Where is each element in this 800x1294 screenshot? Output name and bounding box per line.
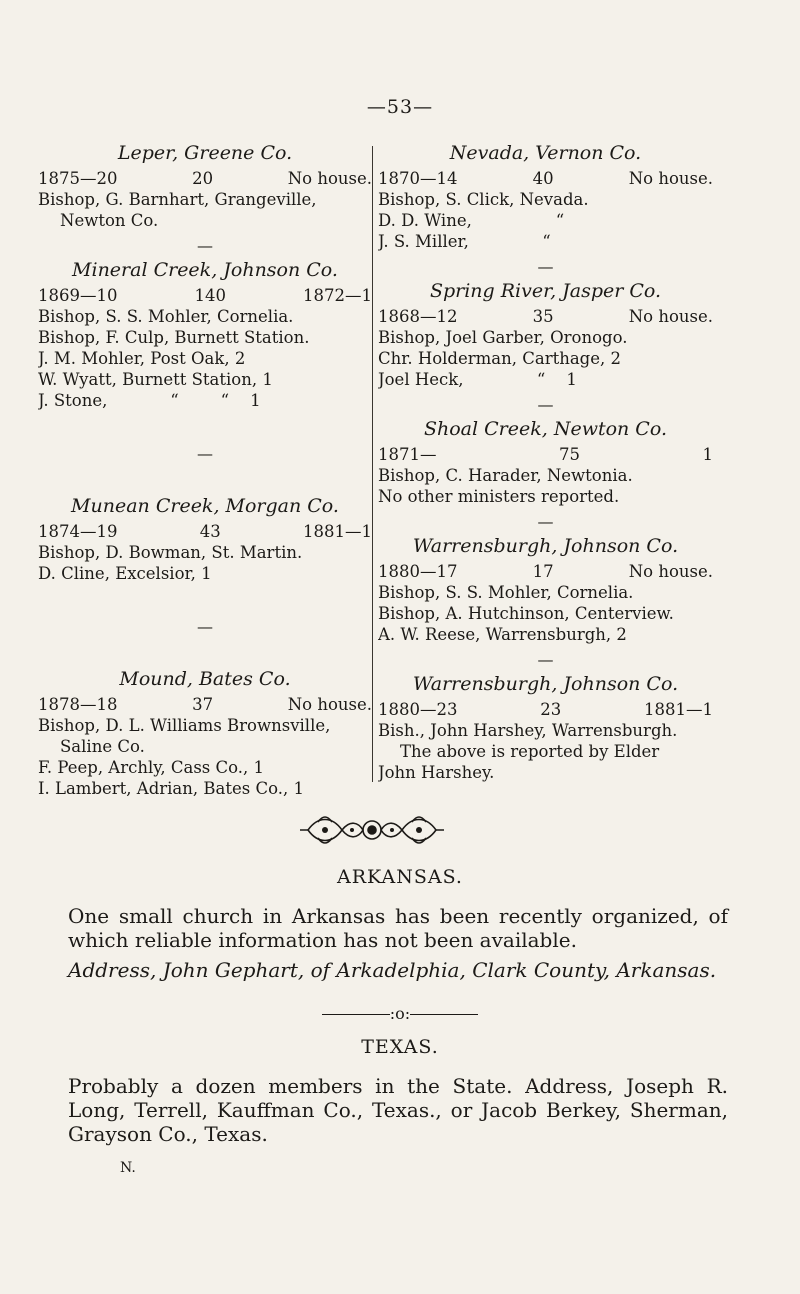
minister-line: Saline Co. [60,737,145,756]
minister-line: F. Peep, Archly, Cass Co., 1 [38,758,265,777]
house-status: No house. [287,695,372,714]
arkansas-paragraph: One small church in Arkansas has been recently organized, of which reliable information has not been available. [68,904,728,952]
church-entry-mound [38,666,372,799]
separator-mark: :o: [389,1004,411,1023]
minister-line: J. Stone, “ “ 1 [38,391,261,410]
church-entry-warrensburgh-2 [378,671,713,783]
entry-stats [38,285,372,306]
entry-title: Mineral Creek, Johnson Co. [72,259,338,281]
texas-paragraph: Probably a dozen members in the State. Address, Joseph R. Long, Terrell, Kauffman Co., Texas., or Jacob Berkey, Sherman, Grayson Co., Texas. [68,1074,728,1146]
minister-line: John Harshey. [378,763,495,782]
right-column [378,140,713,787]
minister-line: W. Wyatt, Burnett Station, 1 [38,370,273,389]
minister-line: No other ministers reported. [378,487,620,506]
house-status: 1 [702,445,713,464]
decorative-ornament-icon [298,808,446,852]
signature-mark: N. [120,1160,136,1176]
house-status: No house. [628,169,713,188]
church-entry-spring-river [378,278,713,390]
member-count: 23 [540,700,562,719]
member-count: 140 [194,286,226,305]
entry-title: Warrensburgh, Johnson Co. [412,673,679,695]
entry-stats [378,561,713,582]
entry-divider: — [197,236,213,255]
entry-title: Spring River, Jasper Co. [429,280,662,302]
organized-year: 1878—18 [38,695,118,714]
entry-stats [38,521,372,542]
minister-line: The above is reported by Elder [400,742,660,761]
organized-year: 1874—19 [38,522,118,541]
minister-line: Bishop, S. S. Mohler, Cornelia. [38,307,294,326]
minister-line: A. W. Reese, Warrensburgh, 2 [378,625,627,644]
minister-line: D. D. Wine, “ [378,211,565,230]
minister-line: Bish., John Harshey, Warrensburgh. [378,721,678,740]
organized-year: 1869—10 [38,286,118,305]
house-status: No house. [628,307,713,326]
section-heading-arkansas: ARKANSAS. [337,866,463,888]
entry-stats [38,694,372,715]
entry-title: Nevada, Vernon Co. [449,142,642,164]
house-status: 1881—1 [644,700,713,719]
organized-year: 1880—23 [378,700,458,719]
member-count: 35 [532,307,554,326]
minister-line: I. Lambert, Adrian, Bates Co., 1 [38,779,304,798]
entry-divider: — [537,650,554,669]
section-heading-texas: TEXAS. [361,1036,439,1058]
house-status: No house. [287,169,372,188]
entry-stats [378,444,713,465]
entry-stats [378,168,713,189]
organized-year: 1880—17 [378,562,458,581]
organized-year: 1875—20 [38,169,118,188]
member-count: 20 [192,169,214,188]
entry-title: Shoal Creek, Newton Co. [423,418,667,440]
church-entry-mineral-creek [38,257,372,411]
section-separator [0,1004,800,1023]
entry-stats [378,306,713,327]
minister-line: J. S. Miller, “ [378,232,551,251]
member-count: 37 [192,695,214,714]
entry-title: Warrensburgh, Johnson Co. [412,535,679,557]
minister-line: Bishop, D. Bowman, St. Martin. [38,543,303,562]
entry-title: Munean Creek, Morgan Co. [71,495,339,517]
organized-year: 1871— [378,445,437,464]
church-entry-munean-creek [38,493,372,584]
entry-divider: — [197,617,213,636]
entry-stats [378,699,713,720]
entry-divider: — [537,512,554,531]
minister-line: Bishop, S. Click, Nevada. [378,190,589,209]
separator-rule [322,1014,390,1015]
arkansas-address: Address, John Gephart, of Arkadelphia, Clark County, Arkansas. [68,958,717,982]
member-count: 75 [559,445,580,464]
church-entry-warrensburgh-1 [378,533,713,645]
house-status: 1872—1 [303,286,372,305]
minister-line: D. Cline, Excelsior, 1 [38,564,212,583]
entry-divider: — [537,395,554,414]
minister-line: Bishop, G. Barnhart, Grangeville, [38,190,317,209]
minister-line: Chr. Holderman, Carthage, 2 [378,349,621,368]
house-status: No house. [628,562,713,581]
church-entry-shoal-creek [378,416,713,507]
minister-line: Bishop, D. L. Williams Brownsville, [38,716,331,735]
entry-title: Mound, Bates Co. [119,668,291,690]
church-entry-leper [38,140,372,231]
minister-line: Joel Heck, “ 1 [378,370,577,389]
separator-rule [410,1014,478,1015]
minister-line: Newton Co. [60,211,159,230]
minister-line: Bishop, A. Hutchinson, Centerview. [378,604,674,623]
organized-year: 1868—12 [378,307,458,326]
entry-stats [38,168,372,189]
member-count: 43 [199,522,221,541]
column-divider [372,146,373,782]
minister-line: Bishop, C. Harader, Newtonia. [378,466,633,485]
member-count: 40 [532,169,554,188]
page-number: —53— [366,96,434,118]
house-status: 1881—1 [303,522,372,541]
left-column [38,140,372,803]
minister-line: Bishop, Joel Garber, Oronogo. [378,328,628,347]
minister-line: J. M. Mohler, Post Oak, 2 [38,349,246,368]
church-entry-nevada [378,140,713,252]
minister-line: Bishop, S. S. Mohler, Cornelia. [378,583,634,602]
member-count: 17 [532,562,554,581]
organized-year: 1870—14 [378,169,458,188]
minister-line: Bishop, F. Culp, Burnett Station. [38,328,310,347]
entry-divider: — [537,257,554,276]
entry-divider: — [197,444,213,463]
entry-title: Leper, Greene Co. [117,142,293,164]
